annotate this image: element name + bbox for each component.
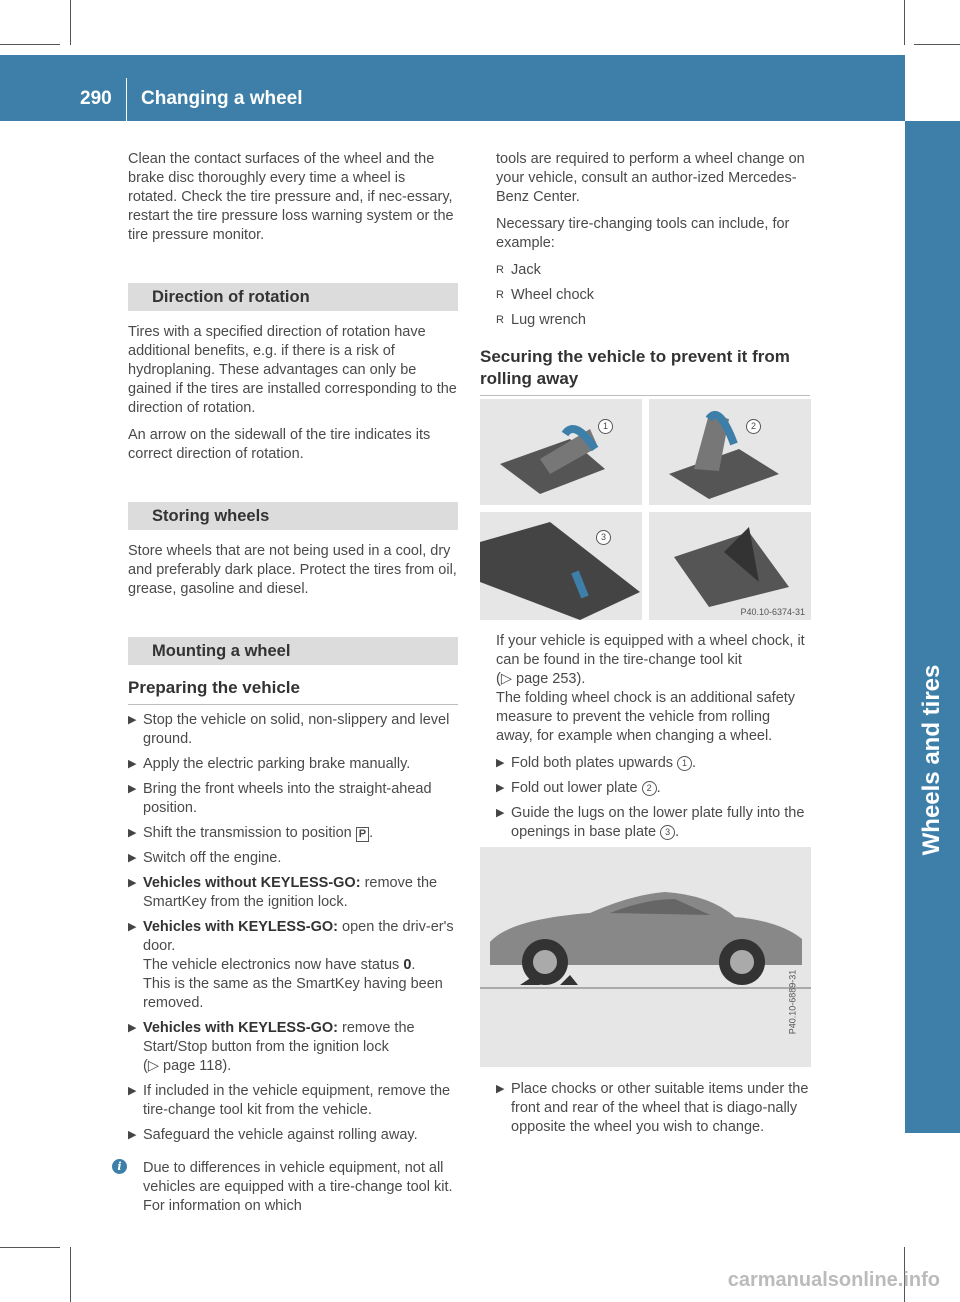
step-arrow-icon: ▶ <box>128 758 137 770</box>
header-band <box>0 55 905 121</box>
label-1: 1 <box>598 419 613 434</box>
crop-mark <box>904 0 905 45</box>
label-3: 3 <box>596 530 611 545</box>
step-arrow-icon: ▶ <box>128 921 137 933</box>
section-heading-direction: Direction of rotation <box>128 283 458 311</box>
step-item: ▶ Vehicles with KEYLESS-GO: open the driv-er's door. The vehicle electronics now have status 0. This is the same as the SmartKey having been removed. <box>128 919 454 1011</box>
bullet-icon: R <box>496 289 504 301</box>
chapter-tab-label: Wheels and tires <box>918 664 945 856</box>
crop-mark <box>0 44 60 45</box>
figure-panel-3 <box>480 512 642 620</box>
step-item: ▶ Vehicles without KEYLESS-GO: remove the SmartKey from the ignition lock. <box>128 875 438 910</box>
step-item: ▶ Place chocks or other suitable items under the front and rear of the wheel that is diago-nally opposite the wheel you wish to change. <box>496 1081 809 1135</box>
step-arrow-icon: ▶ <box>128 827 137 839</box>
header-divider <box>126 78 127 121</box>
figure-caption: P40.10-6374-31 <box>740 607 805 617</box>
storing-paragraph: Store wheels that are not being used in a cool, dry and preferably dark place. Protect the tires from oil, grease, gasoline and diesel. <box>128 543 457 597</box>
direction-paragraph-1: Tires with a specified direction of rotation have additional benefits, e.g. if there is a risk of hydroplaning. These advantages can only be gained if the tires are installed corresponding to the direction of rotation. <box>128 324 457 416</box>
step-arrow-icon: ▶ <box>496 807 505 819</box>
subheading-securing: Securing the vehicle to prevent it from rolling away <box>480 346 810 396</box>
figure-caption: P40.10-6889-31 <box>787 969 798 1035</box>
car-icon <box>480 847 811 1067</box>
direction-paragraph-2: An arrow on the sidewall of the tire indicates its correct direction of rotation. <box>128 427 431 462</box>
figure-wheel-chock <box>480 399 811 620</box>
figure-panel-2 <box>649 399 811 505</box>
figure-panel-4 <box>649 512 811 620</box>
step-item: ▶ Fold both plates upwards 1 . <box>496 755 697 771</box>
crop-mark <box>0 1247 60 1248</box>
info-note: i Due to differences in vehicle equipment, not all vehicles are equipped with a tire-change tool kit. For information on which <box>128 1159 458 1216</box>
step-arrow-icon: ▶ <box>496 1083 505 1095</box>
chock-plate-icon <box>649 399 811 505</box>
section-heading-storing: Storing wheels <box>128 502 458 530</box>
chock-paragraph-1: If your vehicle is equipped with a wheel chock, it can be found in the tire-change tool kit (▷ page 253). <box>496 633 805 687</box>
step-arrow-icon: ▶ <box>128 852 137 864</box>
step-arrow-icon: ▶ <box>128 714 137 726</box>
chock-plate-icon <box>480 399 642 505</box>
list-item: R Jack <box>496 262 541 278</box>
step-arrow-icon: ▶ <box>496 757 505 769</box>
step-arrow-icon: ▶ <box>128 1022 137 1034</box>
info-icon: i <box>112 1159 127 1174</box>
figure-car-chocks <box>480 847 811 1067</box>
step-item: ▶ Safeguard the vehicle against rolling away. <box>128 1127 418 1143</box>
step-arrow-icon: ▶ <box>496 782 505 794</box>
crop-mark <box>70 1247 71 1302</box>
step-item: ▶ Fold out lower plate 2 . <box>496 780 661 796</box>
page-title: Changing a wheel <box>141 88 303 109</box>
right-column-final <box>496 1080 810 1143</box>
section-heading-mounting: Mounting a wheel <box>128 637 458 665</box>
bullet-icon: R <box>496 264 504 276</box>
step-arrow-icon: ▶ <box>128 877 137 889</box>
list-item: R Wheel chock <box>496 287 595 303</box>
chock-paragraph-2: The folding wheel chock is an additional safety measure to prevent the vehicle from rolling away, for example when changing a wheel. <box>496 690 796 744</box>
chapter-tab <box>905 121 960 1133</box>
label-2: 2 <box>746 419 761 434</box>
page-number: 290 <box>80 88 112 109</box>
figure-panel-1 <box>480 399 642 505</box>
gear-position-symbol: P <box>356 827 369 842</box>
tools-intro: Necessary tire-changing tools can include, for example: <box>496 216 790 251</box>
info-continued: tools are required to perform a wheel change on your vehicle, consult an author-ized Mercedes-Benz Center. <box>496 151 805 205</box>
step-item: ▶ Apply the electric parking brake manually. <box>128 756 411 772</box>
list-item: R Lug wrench <box>496 312 586 328</box>
right-column <box>480 150 810 402</box>
left-column <box>117 150 458 1216</box>
intro-paragraph: Clean the contact surfaces of the wheel and the brake disc thoroughly every time a wheel is rotated. Check the tire pressure and, if nec-essary, restart the tire pressure loss warning system or the tire pressure monitor. <box>128 151 454 243</box>
chock-plate-icon <box>480 512 642 620</box>
step-item: ▶ If included in the vehicle equipment, remove the tire-change tool kit from the vehicle. <box>128 1083 451 1118</box>
step-arrow-icon: ▶ <box>128 1085 137 1097</box>
step-item: ▶ Stop the vehicle on solid, non-slippery and level ground. <box>128 712 450 747</box>
right-column-lower <box>496 632 810 848</box>
step-item: ▶ Guide the lugs on the lower plate fully into the openings in base plate 3 . <box>496 805 805 840</box>
subheading-preparing: Preparing the vehicle <box>128 677 458 705</box>
step-item: ▶ Shift the transmission to position P . <box>128 825 374 841</box>
page-reference[interactable]: (▷ page 253). <box>496 671 586 687</box>
page-reference[interactable]: (▷ page 118). <box>143 1058 232 1074</box>
step-item: ▶ Switch off the engine. <box>128 850 282 866</box>
watermark: carmanualsonline.info <box>727 1269 940 1291</box>
step-arrow-icon: ▶ <box>128 783 137 795</box>
crop-mark <box>70 0 71 45</box>
bullet-icon: R <box>496 314 504 326</box>
step-item: ▶ Vehicles with KEYLESS-GO: remove the Start/Stop button from the ignition lock (▷ page 118). <box>128 1020 415 1074</box>
step-item: ▶ Bring the front wheels into the straight-ahead position. <box>128 781 432 816</box>
chock-plate-icon <box>649 512 811 620</box>
crop-mark <box>914 44 960 45</box>
step-arrow-icon: ▶ <box>128 1129 137 1141</box>
